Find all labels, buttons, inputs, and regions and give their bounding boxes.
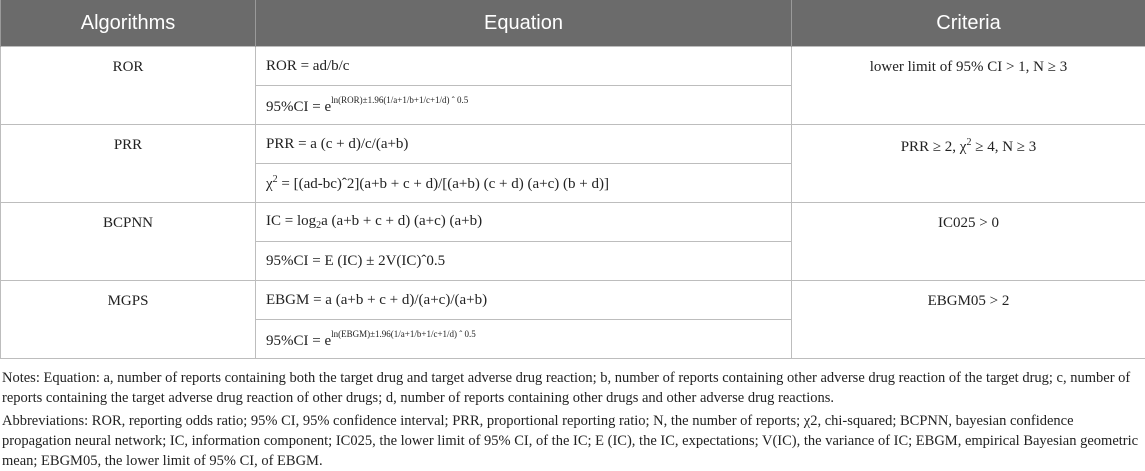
- table-row-mgps: [1, 281, 1145, 320]
- header-equation: Equation: [256, 0, 792, 47]
- equation-ror: ROR = ad/b/c: [256, 47, 792, 86]
- algorithm-cell-mgps: MGPS: [1, 281, 256, 359]
- table-footnotes: [0, 359, 1142, 471]
- equation-prr: PRR = a (c + d)/c/(a+b): [256, 125, 792, 164]
- criteria-prr-prefix: PRR ≥ 2, χ: [901, 139, 967, 155]
- criteria-prr-suffix: ≥ 4, N ≥ 3: [971, 139, 1036, 155]
- header-algorithms: Algorithms: [1, 0, 256, 47]
- table-row-ror: [1, 47, 1145, 86]
- algorithm-cell-bcpnn: BCPNN: [1, 203, 256, 281]
- criteria-cell-ror: lower limit of 95% CI > 1, N ≥ 3: [792, 47, 1145, 125]
- algorithm-cell-prr: PRR: [1, 125, 256, 203]
- criteria-cell-prr: [792, 125, 1145, 203]
- equation-prr-chi: [256, 164, 792, 203]
- equation-ic-prefix: IC = log: [266, 213, 316, 229]
- equation-ror-ci-exponent: ln(ROR)±1.96(1/a+1/b+1/c+1/d) ˆ 0.5: [331, 95, 468, 105]
- notes-paragraph: Notes: Equation: a, number of reports containing both the target drug and target adverse drug reaction; b, number of reports containing other adverse drug reaction of the target drug; c, number of reports containing the target adverse drug reaction of other drugs; d, number of reports containing other drugs and other adverse drug reactions.: [2, 368, 1142, 408]
- equation-bcpnn: [256, 203, 792, 242]
- criteria-prr-sup: 2: [966, 137, 971, 148]
- equation-mgps-ci-base: 95%CI = e: [266, 333, 331, 349]
- table-header: [1, 0, 1145, 47]
- equation-ic-suffix: a (a+b + c + d) (a+c) (a+b): [321, 213, 482, 229]
- equation-chi-symbol: χ: [266, 176, 273, 192]
- equation-mgps: EBGM = a (a+b + c + d)/(a+c)/(a+b): [256, 281, 792, 320]
- equation-chi-body: = [(ad-bc)ˆ2](a+b + c + d)/[(a+b) (c + d) (a+c) (b + d)]: [278, 176, 609, 192]
- equation-mgps-ci: [256, 320, 792, 359]
- equation-mgps-ci-exponent: ln(EBGM)±1.96(1/a+1/b+1/c+1/d) ˆ 0.5: [331, 329, 476, 339]
- criteria-cell-mgps: EBGM05 > 2: [792, 281, 1145, 359]
- equation-ror-ci: [256, 86, 792, 125]
- header-row: [1, 0, 1145, 47]
- table-body: [1, 47, 1145, 359]
- table-row-prr: [1, 125, 1145, 164]
- header-criteria: Criteria: [792, 0, 1145, 47]
- abbreviations-paragraph: Abbreviations: ROR, reporting odds ratio; 95% CI, 95% confidence interval; PRR, proportional reporting ratio; N, the number of reports; χ2, chi-squared; BCPNN, bayesian confidence propagation neural network; IC, information component; IC025, the lower limit of 95% CI, of the IC; E (IC), the IC, expectations; V(IC), the variance of IC; EBGM, empirical Bayesian geometric mean; EBGM05, the lower limit of 95% CI, of EBGM.: [2, 411, 1142, 471]
- criteria-cell-bcpnn: IC025 > 0: [792, 203, 1145, 281]
- equation-bcpnn-ci: 95%CI = E (IC) ± 2V(IC)ˆ0.5: [256, 242, 792, 281]
- equation-ic-sub: 2: [316, 220, 321, 231]
- equation-chi-sup: 2: [273, 174, 278, 185]
- table-row-bcpnn: [1, 203, 1145, 242]
- equation-ror-ci-base: 95%CI = e: [266, 99, 331, 115]
- algorithm-cell-ror: ROR: [1, 47, 256, 125]
